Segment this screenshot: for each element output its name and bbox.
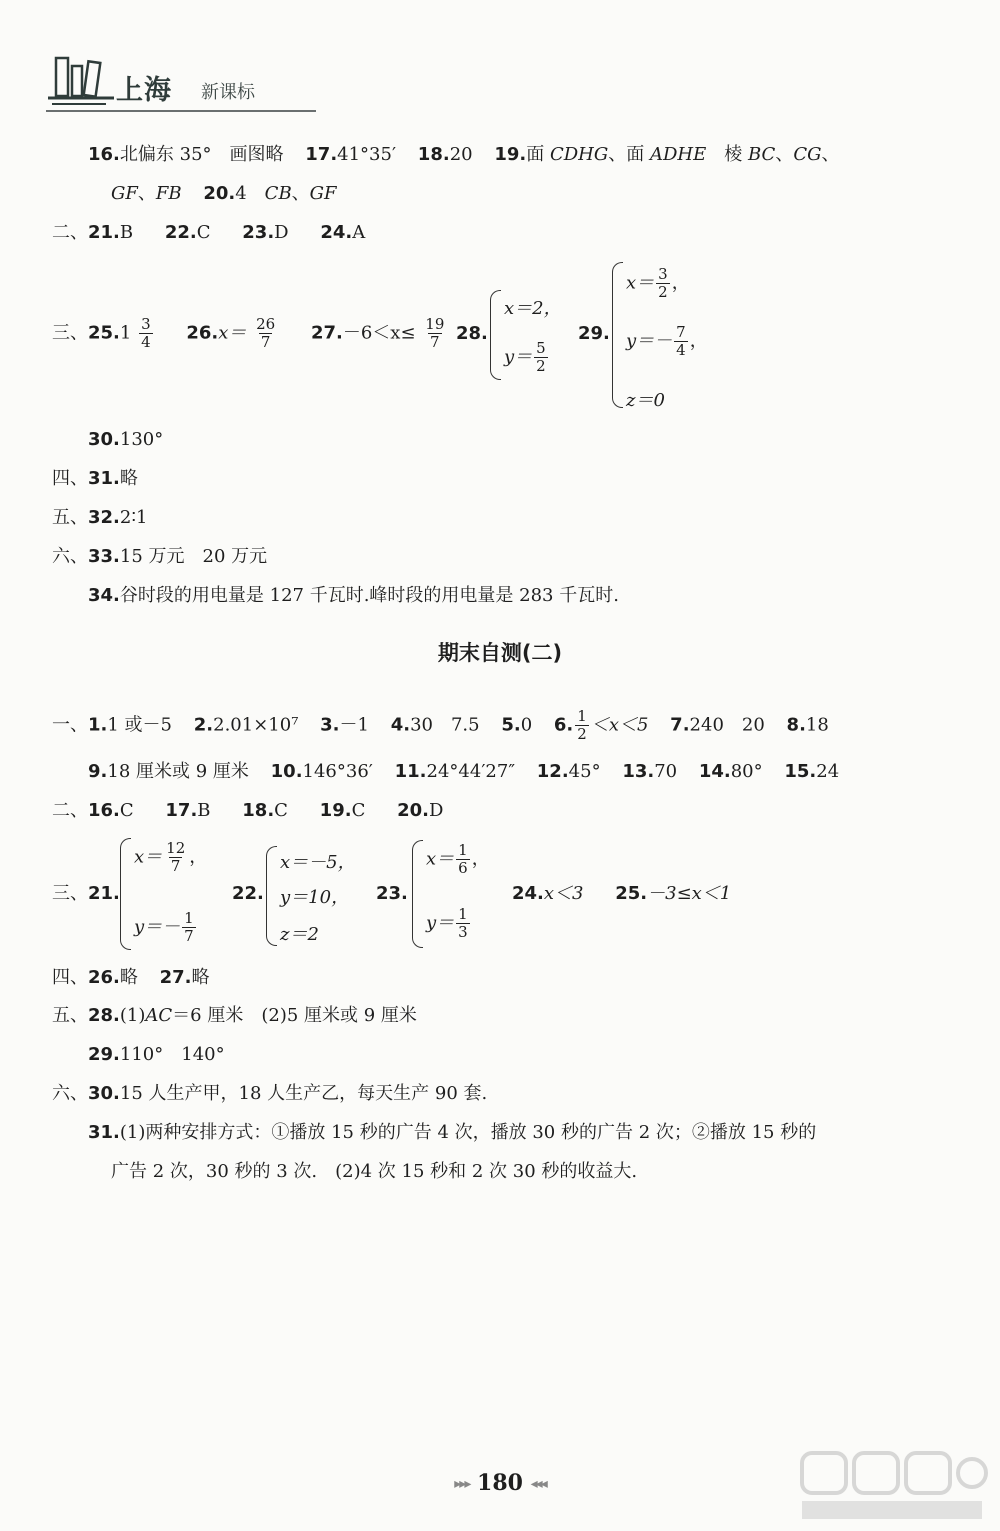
answer-text: 棱 (706, 144, 748, 165)
arrow-left-icon: ◂◂◂ (530, 1476, 546, 1492)
answer-line-part2-section-4: 四、26.略 27.略 (52, 967, 210, 988)
arrow-right-icon: ▸▸▸ (454, 1476, 470, 1492)
brand-title: 上海 (116, 75, 172, 106)
answer-text: x＝ (218, 322, 247, 344)
q-number: 22. (232, 883, 264, 904)
header-divider (46, 110, 316, 112)
answer-line-part2-section-6: 六、30.15 人生产甲，18 人生产乙，每天生产 90 套. (52, 1083, 488, 1104)
q-number: 29. (578, 323, 610, 344)
answer-line-section-2 (52, 221, 365, 245)
equation-row: y＝ $\frac{1}{3}$ (426, 905, 468, 941)
equation-row: y＝－ $\frac{1}{7}$ (134, 909, 194, 945)
answer-text: 、 (821, 144, 840, 165)
answer-text: CB (264, 183, 292, 204)
answer-line-part2-24-25: 24.x＜3 25.－3≤x＜1 (512, 883, 732, 904)
answer-line-section-5: 五、32.2∶1 (52, 507, 148, 528)
answer-text: CG (793, 144, 822, 165)
equation-row: y＝10， (280, 887, 350, 908)
equation-row: x＝ $\frac{1}{6}$ ， (426, 841, 490, 877)
answer-text: 1 (119, 322, 132, 344)
answer-line-part2-section-3: 三、21. (52, 883, 120, 904)
equation-system-29 (612, 262, 732, 411)
answer-text: FB (155, 183, 182, 204)
bookshelf-logo-icon (46, 52, 116, 108)
fraction: $\frac{26}{7}$ (256, 315, 276, 351)
answer-text: 41°35′ (337, 144, 397, 165)
answer-line-part2-29: 29.110° 140° (88, 1044, 225, 1065)
equation-row: x＝2， (504, 298, 562, 319)
equation-row: x＝ $\frac{12}{7}$ ， (134, 839, 208, 875)
q-number: 16. (88, 144, 120, 165)
equation-row: y＝－ $\frac{7}{4}$ ， (626, 323, 708, 359)
answer-text: －6＜x≤ (342, 322, 416, 344)
equation-row: x＝－5， (280, 852, 356, 873)
answer-line-part2-section-2: 二、16.C 17.B 18.C 19.C 20.D (52, 800, 444, 821)
equation-row: y＝ $\frac{5}{2}$ (504, 339, 546, 375)
answer-line-part2-31: 31.(1)两种安排方式：①播放 15 秒的广告 4 次，播放 30 秒的广告 2 次；②播放 15 秒的 (88, 1122, 817, 1143)
q-number: 20. (203, 183, 236, 204)
answer-text: D (274, 222, 289, 243)
answer-line-section-3 (52, 316, 448, 351)
answer-text: 北偏东 35° 画图略 (119, 144, 284, 165)
answer-text: B (119, 222, 134, 243)
q-number: 17. (305, 144, 338, 165)
equation-system-28 (490, 290, 580, 380)
answer-text: 、 (137, 183, 156, 204)
q-number: 26. (186, 322, 219, 344)
section-label: 三、 (52, 322, 88, 344)
answer-line-part2-section-1: 一、1.1 或－5 2.2.01×10⁷ 3.－1 4.30 7.5 5.0 6. $\frac{1}{2}$ ＜x＜5 7.240 20 8.18 (52, 707, 829, 743)
answer-text: GF (111, 183, 138, 204)
answer-text: CDHG (549, 144, 609, 165)
answer-text: 、 (775, 144, 794, 165)
answer-text: GF (309, 183, 337, 204)
answer-text: A (352, 222, 366, 243)
equation-system-21 (120, 838, 230, 950)
answer-line-16-19 (88, 143, 839, 167)
answer-text: ADHE (649, 144, 707, 165)
page-number-text: 180 (477, 1470, 523, 1496)
answer-text: BC (747, 144, 776, 165)
answer-line-19-20 (111, 182, 337, 206)
answer-line-part2-31-cont: 广告 2 次，30 秒的 3 次. (2)4 次 15 秒和 2 次 30 秒的收益大. (111, 1161, 638, 1182)
q-number: 18. (417, 144, 450, 165)
answer-line-part2-9-15: 9.18 厘米或 9 厘米 10.146°36′ 11.24°44′27″ 12.45° 13.70 14.80° 15.24 (88, 761, 840, 782)
answer-text: 、面 (608, 144, 650, 165)
answer-line-34: 34.谷时段的用电量是 127 千瓦时.峰时段的用电量是 283 千瓦时. (88, 585, 619, 606)
answer-text: C (196, 222, 211, 243)
answer-text: 20 (449, 144, 473, 165)
answer-text: 、 (291, 183, 310, 204)
q-number: 19. (494, 144, 527, 165)
q-number: 28. (456, 323, 488, 344)
q-number: 21. (88, 222, 120, 243)
fraction: $\frac{3}{4}$ (141, 315, 151, 351)
watermark-logo-icon (792, 1445, 992, 1525)
section-title: 期末自测(二) (437, 641, 563, 665)
q-number: 23. (242, 222, 275, 243)
answer-line-part2-section-5: 五、28.(1)AC＝6 厘米 (2)5 厘米或 9 厘米 (52, 1005, 417, 1026)
q-number: 24. (320, 222, 353, 243)
answer-text: 4 (235, 183, 265, 204)
brand-subtitle: 新课标 (201, 82, 255, 103)
fraction: $\frac{19}{7}$ (425, 315, 445, 351)
answer-line-section-4: 四、31.略 (52, 468, 138, 489)
answer-line-section-6: 六、33.15 万元 20 万元 (52, 546, 268, 567)
answer-line-30: 30.130° (88, 429, 164, 450)
equation-system-22 (266, 846, 366, 946)
q-number: 27. (310, 322, 343, 344)
q-number: 22. (164, 222, 197, 243)
equation-row: x＝ $\frac{3}{2}$ ， (626, 265, 690, 301)
equation-system-23 (412, 840, 502, 948)
answer-text: 面 (526, 144, 550, 165)
section-label: 二、 (52, 222, 88, 243)
equation-row: z＝2 (280, 924, 319, 945)
equation-row: z＝0 (626, 390, 665, 411)
q-number: 23. (376, 883, 408, 904)
q-number: 25. (88, 322, 120, 344)
page-header (46, 44, 316, 116)
